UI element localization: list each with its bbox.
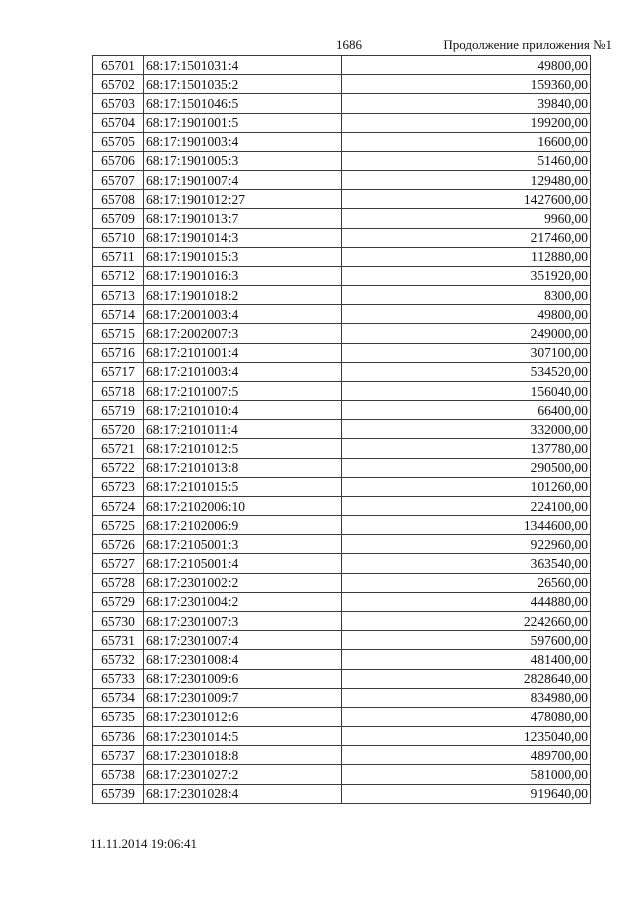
value-cell: 159360,00 [342,75,591,94]
value-cell: 481400,00 [342,650,591,669]
cadastral-number-cell: 68:17:1901018:2 [144,286,342,305]
table-row [93,477,591,496]
value-cell: 922960,00 [342,535,591,554]
cadastral-number-cell: 68:17:2105001:4 [144,554,342,573]
cadastral-number-cell: 68:17:2301002:2 [144,573,342,592]
row-number-cell: 65707 [93,171,144,190]
row-number-cell: 65701 [93,56,144,75]
value-cell: 199200,00 [342,113,591,132]
value-cell: 49800,00 [342,305,591,324]
cadastral-number-cell: 68:17:2101011:4 [144,420,342,439]
row-number-cell: 65704 [93,113,144,132]
table-row [93,151,591,170]
value-cell: 129480,00 [342,171,591,190]
cadastral-number-cell: 68:17:1901007:4 [144,171,342,190]
cadastral-number-cell: 68:17:2301008:4 [144,650,342,669]
value-cell: 489700,00 [342,746,591,765]
table-row [93,94,591,113]
value-cell: 224100,00 [342,496,591,515]
row-number-cell: 65718 [93,381,144,400]
value-cell: 66400,00 [342,401,591,420]
cadastral-number-cell: 68:17:1501035:2 [144,75,342,94]
cadastral-number-cell: 68:17:1901016:3 [144,266,342,285]
row-number-cell: 65731 [93,631,144,650]
value-cell: 581000,00 [342,765,591,784]
cadastral-number-cell: 68:17:1901015:3 [144,247,342,266]
value-cell: 1344600,00 [342,516,591,535]
table-row [93,266,591,285]
table-row [93,362,591,381]
table-row [93,669,591,688]
value-cell: 444880,00 [342,592,591,611]
value-cell: 217460,00 [342,228,591,247]
value-cell: 26560,00 [342,573,591,592]
row-number-cell: 65722 [93,458,144,477]
row-number-cell: 65703 [93,94,144,113]
row-number-cell: 65728 [93,573,144,592]
print-timestamp: 11.11.2014 19:06:41 [90,836,198,851]
row-number-cell: 65739 [93,784,144,803]
row-number-cell: 65726 [93,535,144,554]
table-row [93,727,591,746]
value-cell: 478080,00 [342,707,591,726]
cadastral-number-cell: 68:17:2102006:9 [144,516,342,535]
registry-table-body [93,56,591,804]
value-cell: 112880,00 [342,247,591,266]
table-row [93,746,591,765]
table-row [93,305,591,324]
value-cell: 101260,00 [342,477,591,496]
cadastral-number-cell: 68:17:2102006:10 [144,496,342,515]
cadastral-number-cell: 68:17:2301028:4 [144,784,342,803]
row-number-cell: 65729 [93,592,144,611]
table-row [93,113,591,132]
value-cell: 1235040,00 [342,727,591,746]
row-number-cell: 65708 [93,190,144,209]
row-number-cell: 65738 [93,765,144,784]
table-row [93,611,591,630]
value-cell: 51460,00 [342,151,591,170]
value-cell: 332000,00 [342,420,591,439]
value-cell: 363540,00 [342,554,591,573]
cadastral-number-cell: 68:17:2105001:3 [144,535,342,554]
table-row [93,554,591,573]
table-row [93,401,591,420]
value-cell: 49800,00 [342,56,591,75]
registry-table [92,55,591,804]
row-number-cell: 65716 [93,343,144,362]
row-number-cell: 65717 [93,362,144,381]
value-cell: 919640,00 [342,784,591,803]
table-row [93,458,591,477]
value-cell: 39840,00 [342,94,591,113]
row-number-cell: 65720 [93,420,144,439]
row-number-cell: 65706 [93,151,144,170]
row-number-cell: 65710 [93,228,144,247]
cadastral-number-cell: 68:17:2301009:7 [144,688,342,707]
table-row [93,420,591,439]
table-row [93,75,591,94]
cadastral-number-cell: 68:17:1501031:4 [144,56,342,75]
row-number-cell: 65734 [93,688,144,707]
value-cell: 137780,00 [342,439,591,458]
cadastral-number-cell: 68:17:2301007:3 [144,611,342,630]
value-cell: 16600,00 [342,132,591,151]
table-row [93,784,591,803]
cadastral-number-cell: 68:17:2301004:2 [144,592,342,611]
table-row [93,56,591,75]
cadastral-number-cell: 68:17:1901013:7 [144,209,342,228]
row-number-cell: 65737 [93,746,144,765]
table-row [93,132,591,151]
value-cell: 307100,00 [342,343,591,362]
table-row [93,592,591,611]
row-number-cell: 65705 [93,132,144,151]
value-cell: 1427600,00 [342,190,591,209]
row-number-cell: 65735 [93,707,144,726]
row-number-cell: 65732 [93,650,144,669]
value-cell: 156040,00 [342,381,591,400]
cadastral-number-cell: 68:17:1501046:5 [144,94,342,113]
cadastral-number-cell: 68:17:2301027:2 [144,765,342,784]
table-row [93,496,591,515]
table-row [93,765,591,784]
row-number-cell: 65713 [93,286,144,305]
row-number-cell: 65715 [93,324,144,343]
cadastral-number-cell: 68:17:2101003:4 [144,362,342,381]
table-row [93,209,591,228]
cadastral-number-cell: 68:17:2101015:5 [144,477,342,496]
table-row [93,343,591,362]
row-number-cell: 65721 [93,439,144,458]
row-number-cell: 65727 [93,554,144,573]
table-row [93,381,591,400]
cadastral-number-cell: 68:17:2101010:4 [144,401,342,420]
cadastral-number-cell: 68:17:2001003:4 [144,305,342,324]
value-cell: 351920,00 [342,266,591,285]
cadastral-number-cell: 68:17:2101007:5 [144,381,342,400]
value-cell: 8300,00 [342,286,591,305]
cadastral-number-cell: 68:17:2301012:6 [144,707,342,726]
cadastral-number-cell: 68:17:2301014:5 [144,727,342,746]
table-row [93,573,591,592]
row-number-cell: 65702 [93,75,144,94]
cadastral-number-cell: 68:17:1901003:4 [144,132,342,151]
page-caption: Продолжение приложения №1 [443,37,612,52]
row-number-cell: 65723 [93,477,144,496]
cadastral-number-cell: 68:17:2101012:5 [144,439,342,458]
row-number-cell: 65714 [93,305,144,324]
value-cell: 249000,00 [342,324,591,343]
page-number: 1686 [336,37,362,52]
table-row [93,286,591,305]
cadastral-number-cell: 68:17:2301009:6 [144,669,342,688]
row-number-cell: 65730 [93,611,144,630]
cadastral-number-cell: 68:17:1901014:3 [144,228,342,247]
value-cell: 290500,00 [342,458,591,477]
value-cell: 534520,00 [342,362,591,381]
table-row [93,171,591,190]
row-number-cell: 65712 [93,266,144,285]
table-row [93,228,591,247]
table-row [93,707,591,726]
value-cell: 2828640,00 [342,669,591,688]
cadastral-number-cell: 68:17:1901012:27 [144,190,342,209]
row-number-cell: 65724 [93,496,144,515]
row-number-cell: 65711 [93,247,144,266]
table-row [93,439,591,458]
row-number-cell: 65736 [93,727,144,746]
value-cell: 597600,00 [342,631,591,650]
table-row [93,688,591,707]
cadastral-number-cell: 68:17:2301018:8 [144,746,342,765]
table-row [93,247,591,266]
cadastral-number-cell: 68:17:1901005:3 [144,151,342,170]
table-row [93,535,591,554]
table-row [93,650,591,669]
row-number-cell: 65709 [93,209,144,228]
cadastral-number-cell: 68:17:2101001:4 [144,343,342,362]
value-cell: 9960,00 [342,209,591,228]
table-row [93,516,591,535]
table-row [93,190,591,209]
table-row [93,631,591,650]
table-row [93,324,591,343]
row-number-cell: 65719 [93,401,144,420]
value-cell: 834980,00 [342,688,591,707]
cadastral-number-cell: 68:17:2301007:4 [144,631,342,650]
row-number-cell: 65733 [93,669,144,688]
row-number-cell: 65725 [93,516,144,535]
value-cell: 2242660,00 [342,611,591,630]
cadastral-number-cell: 68:17:1901001:5 [144,113,342,132]
cadastral-number-cell: 68:17:2002007:3 [144,324,342,343]
cadastral-number-cell: 68:17:2101013:8 [144,458,342,477]
